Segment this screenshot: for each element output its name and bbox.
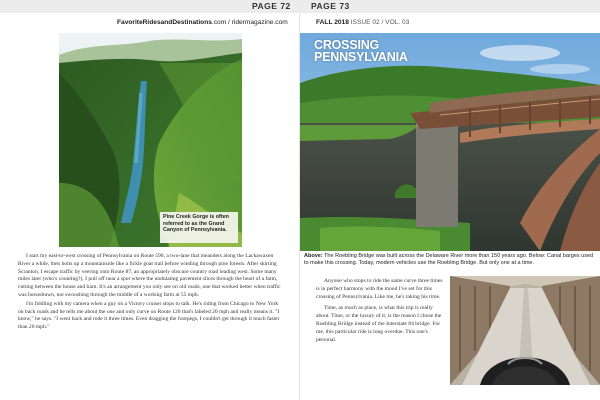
page-number-left: PAGE 72 [252, 1, 291, 11]
roebling-bridge-photo [300, 33, 600, 251]
bridge-caption-lead: Above: [304, 253, 323, 259]
feature-title-line2: PENNSYLVANIA [314, 50, 408, 64]
gorge-caption: Pine Creek Gorge is often referred to as the Grand Canyon of Pennsylvania. [160, 212, 238, 243]
header-site-rest: .com / ridermagazine.com [211, 19, 288, 26]
left-paragraph-1: I start my east-to-west crossing of Pennsylvania on Route 590, a two-lane that meanders along the Lackawaxen River a while, then bolts up a mountainside like a fickle goat trail before winding through pine forests. After skirting Scranton, I escape traffic by veering onto Route 87, an appropriately obscure country road leading west. Some many miles later (who's counting?), I pull off near a spot where the undulating pavement slices through the heart of a farm, cutting between the house and barn. It's an arrangement you only see on old roads, one that worked better when traffic was horsedrawn, not swooshing through the middle of a working farm at 55 mph. [18, 253, 281, 298]
feature-title-line1: CROSSING [314, 38, 380, 52]
right-paragraph-1: Anyone who stops to ride the same curve three times is in perfect harmony with the mood I've set for this crossing of Pennsylvania. Like me, he's taking his time. [316, 278, 443, 300]
bridge-caption [304, 253, 596, 267]
header-issue: ISSUE 02 / VOL. 03 [350, 19, 410, 26]
left-article-body [18, 253, 282, 333]
bridge-caption-text: The Roebling Bridge was built across the Delaware River more than 150 years ago. Below: Canal barges used to make this crossing. Today, modern vehicles use the Roebling Bridge. But only one at a time. [304, 253, 594, 266]
header-season: FALL 2018 [316, 19, 349, 26]
right-article-body [316, 278, 444, 348]
header-left [117, 14, 288, 32]
bridge-deck-motorcycle-photo [450, 276, 600, 385]
right-paragraph-2: Time, as much as place, is what this trip is really about. Time, or the luxury of it, is the reason I chose the Roebling Bridge instead of the Interstate 84 bridge. For me, this particular ride is long overdue. This one's personal. [316, 305, 442, 343]
page-number-bar [0, 0, 600, 13]
deck-illustration [450, 276, 600, 385]
header-site-name: FavoriteRidesandDestinations [117, 19, 212, 26]
bridge-illustration [300, 33, 600, 251]
page-number-right: PAGE 73 [311, 1, 350, 11]
left-paragraph-2: I'm fiddling with my camera when a guy on a Victory cruiser stops to talk. He's riding from Chicago to New York on back roads and he tells me about the one and only curve on Route 120 that's labeled 20 mph and really means it. "I know," he says. "I went back and rode it three times. Even dragging the footpegs, I couldn't get through it much faster than 20 mph." [18, 300, 280, 331]
header-right [316, 14, 409, 32]
